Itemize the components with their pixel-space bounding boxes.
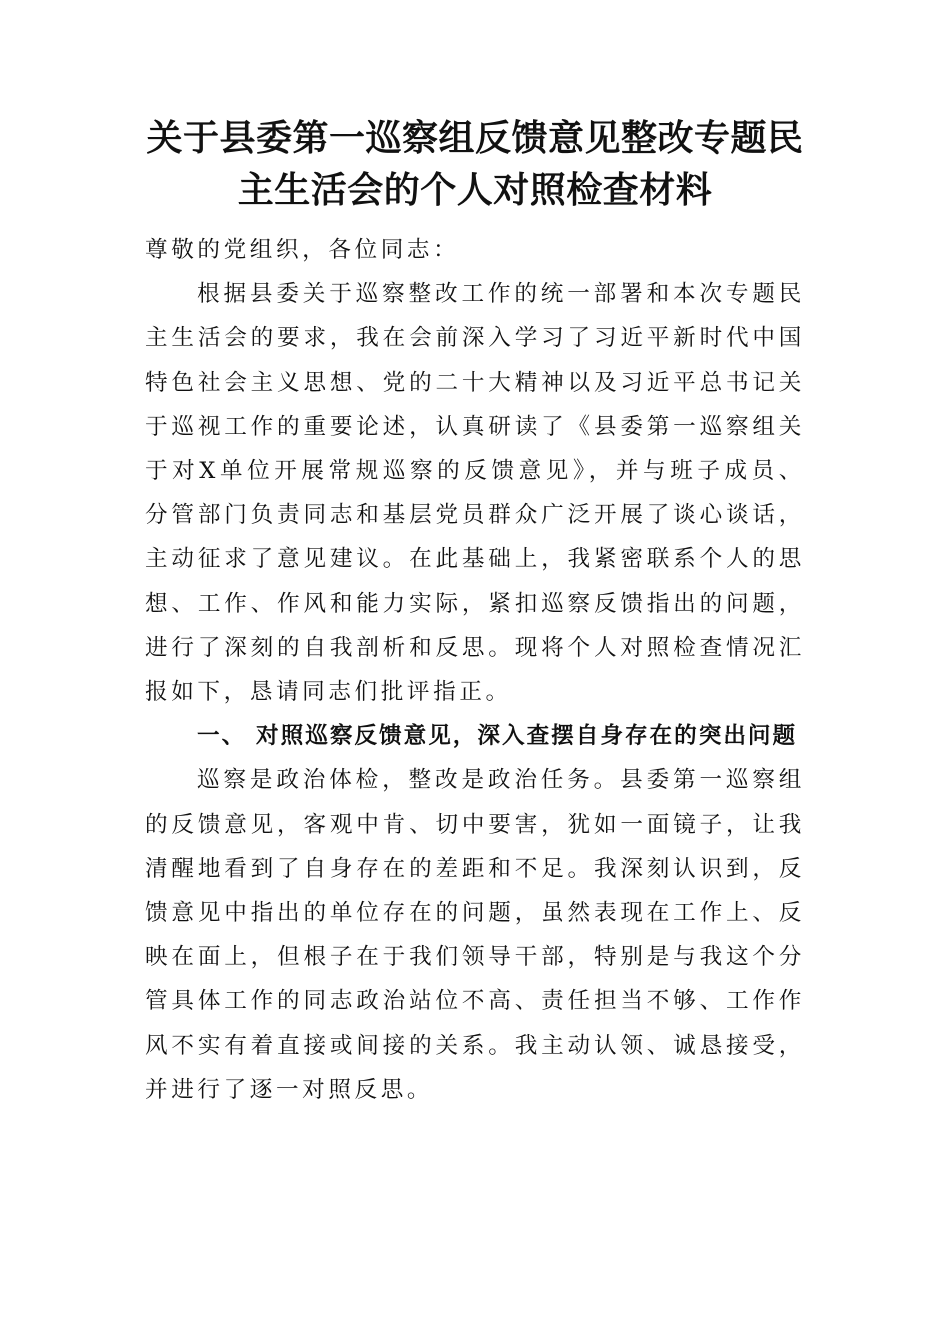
title-line-2: 主生活会的个人对照检查材料 (237, 169, 713, 211)
intro-paragraph: 根据县委关于巡察整改工作的统一部署和本次专题民主生活会的要求，我在会前深入学习了习近平新时代中国特色社会主义思想、党的二十大精神以及习近平总书记关于巡视工作的重要论述，认真研读了《县委第一巡察组关于对X单位开展常规巡察的反馈意见》，并与班子成员、分管部门负责同志和基层党员群众广泛开展了谈心谈话，主动征求了意见建议。在此基础上，我紧密联系个人的思想、工作、作风和能力实际，紧扣巡察反馈指出的问题，进行了深刻的自我剖析和反思。现将个人对照检查情况汇报如下，恳请同志们批评指正。 (145, 281, 805, 706)
title-line-1: 关于县委第一巡察组反馈意见整改专题民 (146, 117, 804, 159)
document-title (145, 112, 805, 216)
section-1-heading: 一、 对照巡察反馈意见，深入查摆自身存在的突出问题 (197, 723, 798, 750)
section-1-paragraph: 巡察是政治体检，整改是政治任务。县委第一巡察组的反馈意见，客观中肯、切中要害，犹如一面镜子，让我清醒地看到了自身存在的差距和不足。我深刻认识到，反馈意见中指出的单位存在的问题，虽然表现在工作上、反映在面上，但根子在于我们领导干部，特别是与我这个分管具体工作的同志政治站位不高、责任担当不够、工作作风不实有着直接或间接的关系。我主动认领、诚恳接受，并进行了逐一对照反思。 (145, 767, 805, 1103)
salutation: 尊敬的党组织，各位同志： (145, 237, 460, 263)
document-body (145, 228, 805, 1112)
